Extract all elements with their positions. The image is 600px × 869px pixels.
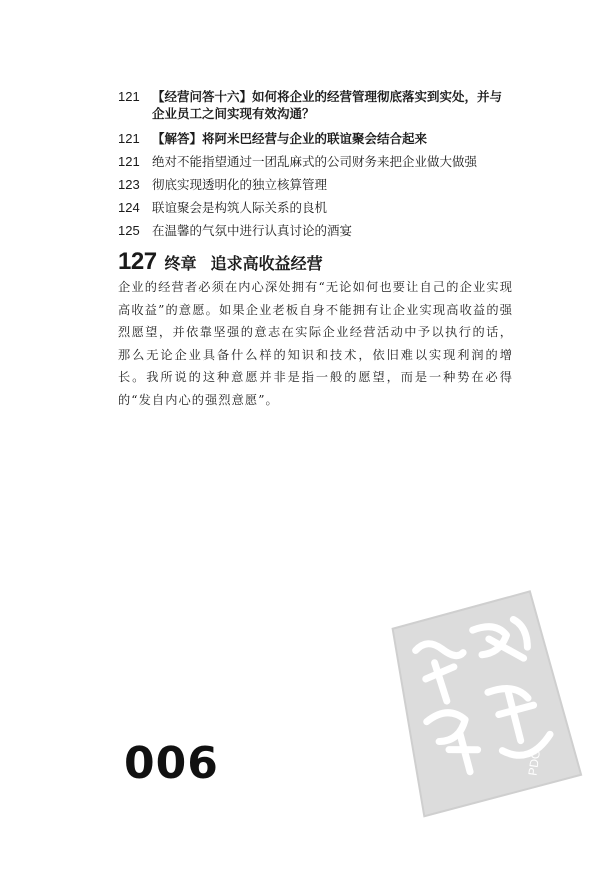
watermark-seal (372, 582, 590, 824)
toc-page-number: 124 (118, 200, 140, 215)
toc-page-number: 121 (118, 154, 140, 169)
page-number: 006 (124, 738, 219, 789)
toc-entry (118, 153, 508, 170)
chapter-page-number: 127 (118, 248, 157, 275)
toc-page-number: 125 (118, 223, 140, 238)
toc-entry-text: 联谊聚会是构筑人际关系的良机 (152, 200, 328, 215)
toc-page-number: 121 (118, 131, 140, 146)
toc-entry-text: 【经营问答十六】如何将企业的经营管理彻底落实到实处，并与企业员工之间实现有效沟通？ (152, 89, 503, 121)
table-of-contents (118, 88, 508, 245)
toc-entry (118, 88, 508, 122)
toc-entry-text: 彻底实现透明化的独立核算管理 (152, 177, 328, 192)
toc-entry (118, 176, 508, 193)
chapter-summary-paragraph: 企业的经营者必须在内心深处拥有“无论如何也要让自己的企业实现高收益”的意愿。如果企业老板自身不能拥有让企业实现高收益的强烈愿望，并依靠坚强的意志在实际企业经营活动中予以执行的话，那么无论企业具备什么样的知识和技术，依旧难以实现利润的增长。我所说的这种意愿并非是指一般的愿望，而是一种势在必得的“发自内心的强烈意愿”。 (118, 280, 513, 407)
toc-entry (118, 222, 508, 239)
toc-entry (118, 199, 508, 216)
toc-page-number: 123 (118, 177, 140, 192)
toc-entry (118, 130, 508, 147)
watermark-pdg-text: PDG (525, 748, 543, 777)
toc-entry-text: 【解答】将阿米巴经营与企业的联谊聚会结合起来 (152, 131, 428, 146)
toc-entry-text: 在温馨的气氛中进行认真讨论的酒宴 (152, 223, 353, 238)
toc-page-number: 121 (118, 89, 140, 104)
chapter-title: 追求高收益经营 (210, 254, 323, 273)
chapter-label: 终章 (164, 254, 197, 273)
toc-entry-text: 绝对不能指望通过一团乱麻式的公司财务来把企业做大做强 (152, 154, 478, 169)
chapter-heading (118, 248, 323, 276)
